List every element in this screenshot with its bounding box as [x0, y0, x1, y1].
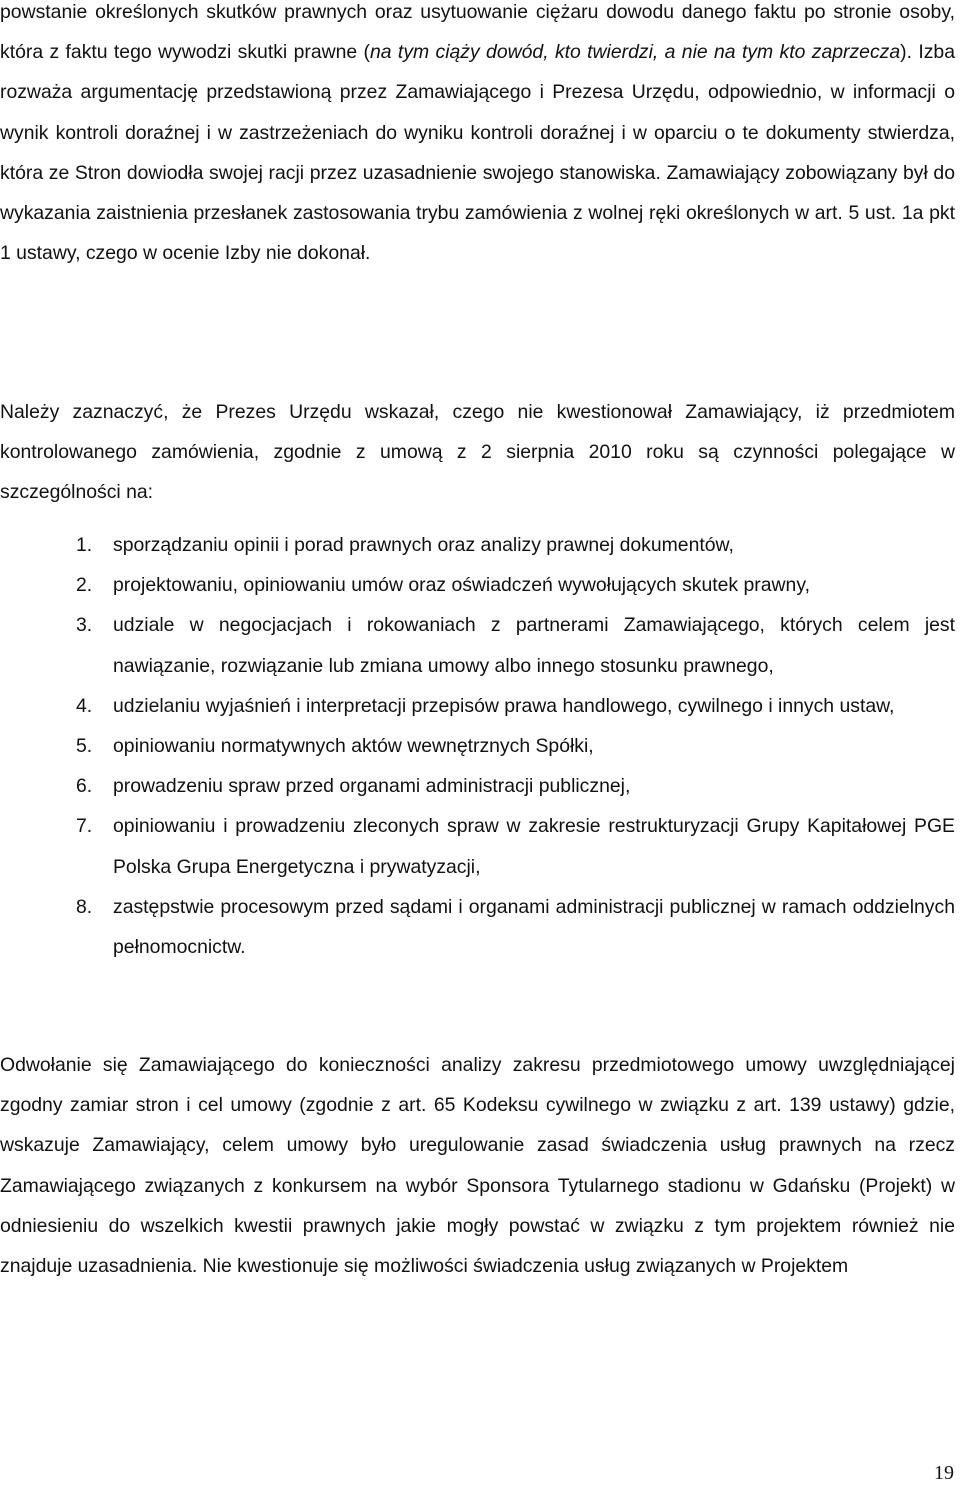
- paragraph-scope-intro: Należy zaznaczyć, że Prezes Urzędu wskazał, czego nie kwestionował Zamawiający, iż przedmiotem kontrolowanego zamówienia, zgodnie z umową z 2 sierpnia 2010 roku są czynności polegające w szczególności na:: [0, 401, 955, 504]
- list-item-text: prowadzeniu spraw przed organami administracji publicznej,: [113, 775, 631, 798]
- latin-maxim-italic: na tym ciąży dowód, kto twierdzi, a nie na tym kto zaprzecza: [370, 41, 901, 64]
- list-item-number: 5.: [76, 735, 93, 758]
- list-item-text: projektowaniu, opiniowaniu umów oraz oświadczeń wywołujących skutek prawny,: [113, 574, 810, 597]
- list-item-number: 3.: [76, 614, 93, 637]
- list-item-text: sporządzaniu opinii i porad prawnych oraz analizy prawnej dokumentów,: [113, 534, 734, 556]
- paragraph-appeal-analysis: Odwołanie się Zamawiającego do konieczności analizy zakresu przedmiotowego umowy uwzględniającej zgodny zamiar stron i cel umowy (zgodnie z art. 65 Kodeksu cywilnego w związku z art. 139 ustawy) gdzie, wskazuje Zamawiający, celem umowy było uregulowanie zasad świadczenia usług prawnych na rzecz Zamawiającego związanych z konkursem na wybór Sponsora Tytularnego stadionu w Gdańsku (Projekt) w odniesieniu do wszelkich kwestii prawnych jakie mogły powstać w związku z tym projektem również nie znajduje uzasadnienia. Nie kwestionuje się możliwości świadczenia usług związanych w Projektem: [0, 1054, 955, 1278]
- list-item-text: opiniowaniu i prowadzeniu zleconych spraw w zakresie restrukturyzacji Grupy Kapitałowej PGE Polska Grupa Energetyczna i prywatyzacji,: [113, 815, 955, 878]
- list-item-number: 4.: [76, 694, 93, 717]
- list-item-number: 8.: [76, 895, 93, 918]
- paragraph-text: ). Izba rozważa argumentację przedstawioną przez Zamawiającego i Prezesa Urzędu, odpowiednio, w informacji o wynik kontroli doraźnej i w zastrzeżeniach do wyniku kontroli doraźnej i w oparciu o te dokumenty stwierdza, która ze Stron dowiodła swojej racji przez uzasadnienie swojego stanowiska. Zamawiający zobowiązany był do wykazania zaistnienia przesłanek zastosowania trybu zamówienia z wolnej ręki określonych w art. 5 ust. 1a pkt 1 ustawy, czego w ocenie Izby nie dokonał.: [0, 41, 955, 265]
- list-item: [0, 726, 955, 766]
- list-item-number: 6.: [76, 775, 93, 798]
- list-item-number: 2.: [76, 574, 93, 597]
- paragraph-burden-of-proof: [0, 0, 955, 273]
- list-item: [0, 686, 955, 726]
- list-item-text: udzielaniu wyjaśnień i interpretacji przepisów prawa handlowego, cywilnego i innych ustaw,: [113, 694, 895, 717]
- list-item: [0, 565, 955, 605]
- paragraph-text: powstanie określonych skutków prawnych oraz usytuowanie ciężaru dowodu danego faktu po stronie osoby, która z faktu tego wywodzi skutki prawne (: [0, 1, 955, 64]
- list-item-text: udziale w negocjacjach i rokowaniach z partnerami Zamawiającego, których celem jest nawiązanie, rozwiązanie lub zmiana umowy albo innego stosunku prawnego,: [113, 614, 955, 677]
- services-list: [0, 525, 955, 967]
- list-item-text: opiniowaniu normatywnych aktów wewnętrznych Spółki,: [113, 735, 594, 758]
- list-item: [0, 806, 955, 886]
- page-number: 19: [934, 1462, 954, 1484]
- list-item-text: zastępstwie procesowym przed sądami i organami administracji publicznej w ramach oddzielnych pełnomocnictw.: [113, 895, 955, 959]
- list-item-number: 7.: [76, 815, 93, 838]
- list-item: [0, 605, 955, 685]
- list-item: [0, 525, 955, 565]
- list-item-number: 1.: [76, 534, 93, 556]
- list-item: [0, 887, 955, 967]
- list-item: [0, 766, 955, 806]
